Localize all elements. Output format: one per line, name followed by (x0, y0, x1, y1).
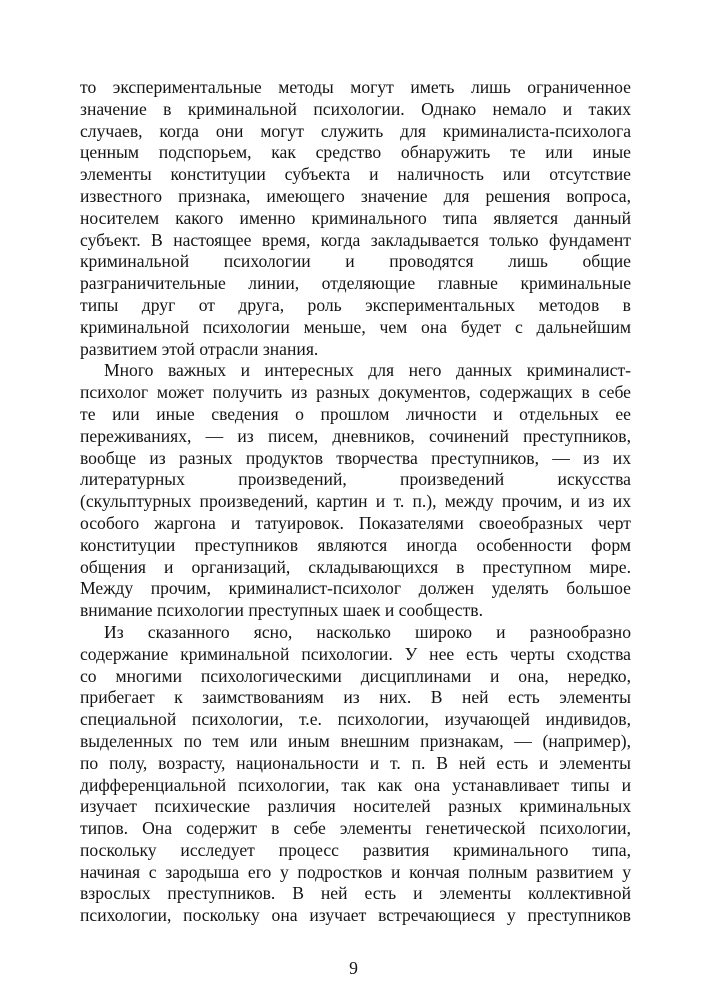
text-line: те или иные сведения о прошлом личности и отдельных ее (80, 403, 631, 424)
text-line: общения и организаций, складывающихся в преступном мире. (80, 556, 631, 577)
text-line: литературных произведений, произведений искусства (80, 469, 631, 490)
text-line: вообще из разных продуктов творчества преступников, — из их (80, 447, 631, 468)
text-line: дифференциальной психологии, так как она устанавливает типы и (80, 774, 631, 795)
text-line: особого жаргона и татуировок. Показателями своеобразных черт (80, 512, 631, 533)
page-number: 9 (349, 958, 358, 978)
text-line: прибегает к заимствованиям из них. В ней есть элементы (80, 687, 631, 708)
text-line: поскольку исследует процесс развития криминального типа, (80, 839, 631, 860)
text-line: значение в криминальной психологии. Однако немало и таких (80, 98, 631, 119)
text-line: по полу, возрасту, национальности и т. п. В ней есть и элементы (80, 752, 631, 773)
text-line: Между прочим, криминалист-психолог должен уделять большое (80, 578, 631, 599)
text-line: переживаниях, — из писем, дневников, сочинений преступников, (80, 425, 631, 446)
paragraph (80, 622, 631, 927)
text-line: со многими психологическими дисциплинами и она, нередко, (80, 665, 631, 686)
text-line: типы друг от друга, роль экспериментальных методов в (80, 294, 631, 315)
text-line: типов. Она содержит в себе элементы генетической психологии, (80, 818, 631, 839)
text-line: содержание криминальной психологии. У нее есть черты сходства (80, 643, 631, 664)
text-line: криминальной психологии меньше, чем она будет с дальнейшим (80, 316, 631, 337)
page-body (80, 77, 631, 927)
text-line: Из сказанного ясно, насколько широко и разнообразно (104, 621, 631, 642)
text-line: случаев, когда они могут служить для криминалиста-психолога (80, 120, 631, 141)
text-line: то экспериментальные методы могут иметь лишь ограниченное (80, 77, 631, 97)
text-line: носителем какого именно криминального типа является данный (80, 207, 631, 228)
paragraph (80, 77, 631, 360)
text-line: психолог может получить из разных документов, содержащих в себе (80, 382, 631, 403)
text-line: криминальной психологии и проводятся лишь общие (80, 251, 631, 272)
text-line: Много важных и интересных для него данных криминалист- (104, 360, 631, 381)
text-line: развитием этой отрасли знания. (80, 338, 319, 359)
text-line: известного признака, имеющего значение для решения вопроса, (80, 185, 631, 206)
text-line: элементы конституции субъекта и наличность или отсутствие (80, 164, 631, 185)
text-line: (скульптурных произведений, картин и т. п.), между прочим, и из их (80, 491, 631, 512)
text-line: выделенных по тем или иным внешним признакам, — (например), (80, 730, 631, 751)
text-line: конституции преступников являются иногда особенности форм (80, 534, 631, 555)
text-line: взрослых преступников. В ней есть и элементы коллективной (80, 883, 631, 904)
text-line: начиная с зародыша его у подростков и кончая полным развитием у (80, 861, 631, 882)
text-line: психологии, поскольку она изучает встречающиеся у преступников (80, 905, 631, 926)
text-line: специальной психологии, т.е. психологии, изучающей индивидов, (80, 709, 631, 730)
text-line: ценным подспорьем, как средство обнаружить те или иные (80, 142, 631, 163)
text-line: изучает психические различия носителей разных криминальных (80, 796, 631, 817)
text-line: внимание психологии преступных шаек и сообществ. (80, 600, 483, 621)
paragraph (80, 360, 631, 622)
text-line: разграничительные линии, отделяющие главные криминальные (80, 273, 631, 294)
text-line: субъект. В настоящее время, когда закладывается только фундамент (80, 229, 631, 250)
